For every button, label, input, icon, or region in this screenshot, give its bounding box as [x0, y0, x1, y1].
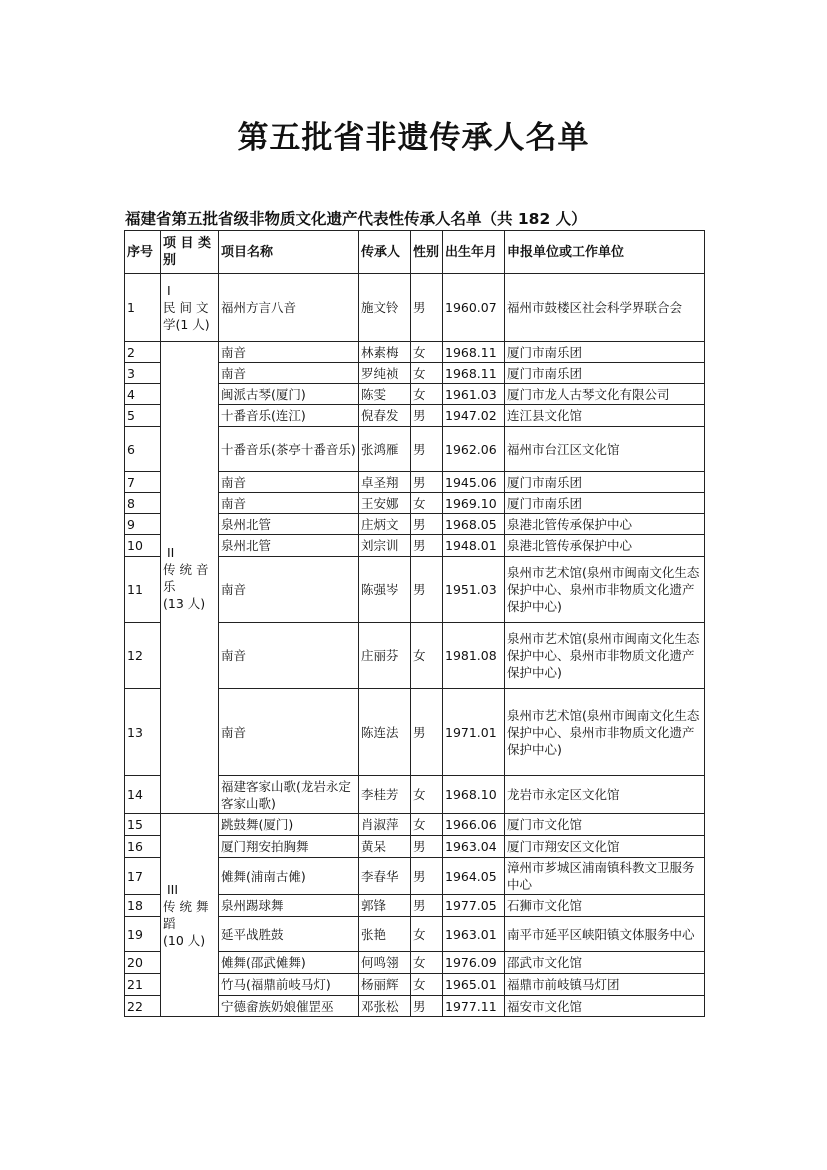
birth-date: 1968.11 — [443, 363, 505, 384]
project-name: 闽派古琴(厦门) — [219, 384, 359, 405]
gender: 男 — [411, 535, 443, 557]
work-unit: 连江县文化馆 — [505, 405, 705, 427]
project-name: 宁德畲族奶娘催罡巫 — [219, 996, 359, 1017]
inheritor-name: 李春华 — [359, 858, 411, 895]
category-line: 传 统 舞 — [163, 899, 209, 914]
birth-date: 1966.06 — [443, 814, 505, 836]
project-name: 南音 — [219, 623, 359, 689]
gender: 女 — [411, 342, 443, 363]
birth-date: 1961.03 — [443, 384, 505, 405]
category-line: II — [167, 544, 175, 560]
birth-date: 1963.04 — [443, 836, 505, 858]
birth-date: 1968.05 — [443, 514, 505, 535]
gender: 男 — [411, 895, 443, 917]
category-line: I — [167, 283, 171, 298]
inheritor-name: 庄丽芬 — [359, 623, 411, 689]
header-unit: 申报单位或工作单位 — [505, 231, 705, 274]
row-no: 4 — [125, 384, 161, 405]
project-name: 厦门翔安拍胸舞 — [219, 836, 359, 858]
project-name: 南音 — [219, 493, 359, 514]
gender: 男 — [411, 472, 443, 493]
header-inheritor: 传承人 — [359, 231, 411, 274]
category-line: 学(1 人) — [163, 317, 210, 332]
row-no: 1 — [125, 274, 161, 342]
row-no: 5 — [125, 405, 161, 427]
work-unit: 福州市台江区文化馆 — [505, 427, 705, 472]
row-no: 2 — [125, 342, 161, 363]
project-name: 福州方言八音 — [219, 274, 359, 342]
row-no: 18 — [125, 895, 161, 917]
gender: 女 — [411, 493, 443, 514]
work-unit: 厦门市南乐团 — [505, 363, 705, 384]
work-unit: 厦门市龙人古琴文化有限公司 — [505, 384, 705, 405]
gender: 女 — [411, 974, 443, 996]
gender: 男 — [411, 557, 443, 623]
category-line: 民 间 文 — [163, 300, 209, 315]
birth-date: 1965.01 — [443, 974, 505, 996]
category-line: III — [167, 882, 179, 897]
gender: 女 — [411, 952, 443, 974]
project-name: 泉州北管 — [219, 535, 359, 557]
project-name: 傩舞(邵武傩舞) — [219, 952, 359, 974]
row-no: 19 — [125, 917, 161, 952]
row-no: 10 — [125, 535, 161, 557]
project-name: 南音 — [219, 342, 359, 363]
category-cell — [161, 342, 219, 814]
gender: 男 — [411, 689, 443, 776]
birth-date: 1971.01 — [443, 689, 505, 776]
work-unit: 厦门市南乐团 — [505, 342, 705, 363]
inheritor-name: 倪春发 — [359, 405, 411, 427]
inheritor-name: 刘宗训 — [359, 535, 411, 557]
project-name: 跳鼓舞(厦门) — [219, 814, 359, 836]
work-unit: 南平市延平区峡阳镇文体服务中心 — [505, 917, 705, 952]
project-name: 傩舞(浦南古傩) — [219, 858, 359, 895]
work-unit: 厦门市文化馆 — [505, 814, 705, 836]
gender: 女 — [411, 776, 443, 814]
gender: 男 — [411, 858, 443, 895]
inheritor-name: 郭锋 — [359, 895, 411, 917]
birth-date: 1963.01 — [443, 917, 505, 952]
inheritor-name: 施文铃 — [359, 274, 411, 342]
row-no: 14 — [125, 776, 161, 814]
birth-date: 1968.10 — [443, 776, 505, 814]
row-no: 22 — [125, 996, 161, 1017]
work-unit: 厦门市翔安区文化馆 — [505, 836, 705, 858]
inheritor-name: 杨丽辉 — [359, 974, 411, 996]
row-no: 6 — [125, 427, 161, 472]
inheritor-name: 何鸣翎 — [359, 952, 411, 974]
row-no: 20 — [125, 952, 161, 974]
gender: 男 — [411, 836, 443, 858]
birth-date: 1945.06 — [443, 472, 505, 493]
inheritor-name: 陈强岑 — [359, 557, 411, 623]
header-gender: 性别 — [411, 231, 443, 274]
birth-date: 1951.03 — [443, 557, 505, 623]
row-no: 15 — [125, 814, 161, 836]
project-name: 南音 — [219, 689, 359, 776]
inheritor-name: 肖淑萍 — [359, 814, 411, 836]
category-line: (13 人) — [163, 595, 206, 611]
row-no: 11 — [125, 557, 161, 623]
inheritor-name: 罗纯祯 — [359, 363, 411, 384]
row-no: 16 — [125, 836, 161, 858]
work-unit: 泉港北管传承保护中心 — [505, 514, 705, 535]
work-unit: 漳州市芗城区浦南镇科教文卫服务中心 — [505, 858, 705, 895]
work-unit: 邵武市文化馆 — [505, 952, 705, 974]
row-no: 12 — [125, 623, 161, 689]
row-no: 21 — [125, 974, 161, 996]
inheritor-name: 卓圣翔 — [359, 472, 411, 493]
header-category: 项 目 类别 — [161, 231, 219, 274]
birth-date: 1948.01 — [443, 535, 505, 557]
row-no: 8 — [125, 493, 161, 514]
document-title: 第五批省非遗传承人名单 — [237, 120, 590, 156]
gender: 男 — [411, 405, 443, 427]
work-unit: 泉州市艺术馆(泉州市闽南文化生态保护中心、泉州市非物质文化遗产保护中心) — [505, 689, 705, 776]
table-row — [125, 274, 705, 342]
inheritor-name: 王安娜 — [359, 493, 411, 514]
category-line: 蹈 — [163, 916, 176, 931]
birth-date: 1968.11 — [443, 342, 505, 363]
birth-date: 1962.06 — [443, 427, 505, 472]
work-unit: 石狮市文化馆 — [505, 895, 705, 917]
project-name: 南音 — [219, 472, 359, 493]
gender: 女 — [411, 623, 443, 689]
work-unit: 泉港北管传承保护中心 — [505, 535, 705, 557]
birth-date: 1976.09 — [443, 952, 505, 974]
inheritor-name: 黄呆 — [359, 836, 411, 858]
gender: 女 — [411, 814, 443, 836]
birth-date: 1977.11 — [443, 996, 505, 1017]
inheritor-table — [124, 230, 705, 1017]
work-unit: 福安市文化馆 — [505, 996, 705, 1017]
table-row — [125, 342, 705, 363]
birth-date: 1964.05 — [443, 858, 505, 895]
gender: 女 — [411, 384, 443, 405]
work-unit: 福鼎市前岐镇马灯团 — [505, 974, 705, 996]
inheritor-name: 邓张松 — [359, 996, 411, 1017]
row-no: 13 — [125, 689, 161, 776]
work-unit: 福州市鼓楼区社会科学界联合会 — [505, 274, 705, 342]
inheritor-name: 庄炳文 — [359, 514, 411, 535]
table-row — [125, 814, 705, 836]
category-line: (10 人) — [163, 933, 206, 948]
gender: 女 — [411, 363, 443, 384]
category-cell — [161, 274, 219, 342]
project-name: 延平战胜鼓 — [219, 917, 359, 952]
birth-date: 1969.10 — [443, 493, 505, 514]
birth-date: 1981.08 — [443, 623, 505, 689]
birth-date: 1947.02 — [443, 405, 505, 427]
work-unit: 泉州市艺术馆(泉州市闽南文化生态保护中心、泉州市非物质文化遗产保护中心) — [505, 623, 705, 689]
header-project: 项目名称 — [219, 231, 359, 274]
inheritor-name: 张鸿雁 — [359, 427, 411, 472]
gender: 女 — [411, 917, 443, 952]
gender: 男 — [411, 996, 443, 1017]
header-no: 序号 — [125, 231, 161, 274]
gender: 男 — [411, 274, 443, 342]
table-header-row — [125, 231, 705, 274]
category-cell — [161, 814, 219, 1017]
work-unit: 泉州市艺术馆(泉州市闽南文化生态保护中心、泉州市非物质文化遗产保护中心) — [505, 557, 705, 623]
gender: 男 — [411, 427, 443, 472]
inheritor-name: 李桂芳 — [359, 776, 411, 814]
project-name: 竹马(福鼎前岐马灯) — [219, 974, 359, 996]
project-name: 泉州北管 — [219, 514, 359, 535]
work-unit: 龙岩市永定区文化馆 — [505, 776, 705, 814]
project-name: 泉州踢球舞 — [219, 895, 359, 917]
inheritor-name: 陈雯 — [359, 384, 411, 405]
inheritor-name: 张艳 — [359, 917, 411, 952]
row-no: 3 — [125, 363, 161, 384]
row-no: 7 — [125, 472, 161, 493]
project-name: 十番音乐(连江) — [219, 405, 359, 427]
inheritor-name: 陈连法 — [359, 689, 411, 776]
header-birth: 出生年月 — [443, 231, 505, 274]
project-name: 南音 — [219, 363, 359, 384]
row-no: 17 — [125, 858, 161, 895]
birth-date: 1977.05 — [443, 895, 505, 917]
table-caption: 福建省第五批省级非物质文化遗产代表性传承人名单（共 182 人） — [125, 210, 587, 228]
category-line: 传 统 音 — [163, 561, 209, 577]
inheritor-name: 林素梅 — [359, 342, 411, 363]
work-unit: 厦门市南乐团 — [505, 472, 705, 493]
work-unit: 厦门市南乐团 — [505, 493, 705, 514]
project-name: 福建客家山歌(龙岩永定客家山歌) — [219, 776, 359, 814]
category-line: 乐 — [163, 578, 176, 594]
row-no: 9 — [125, 514, 161, 535]
project-name: 十番音乐(茶亭十番音乐) — [219, 427, 359, 472]
project-name: 南音 — [219, 557, 359, 623]
birth-date: 1960.07 — [443, 274, 505, 342]
gender: 男 — [411, 514, 443, 535]
